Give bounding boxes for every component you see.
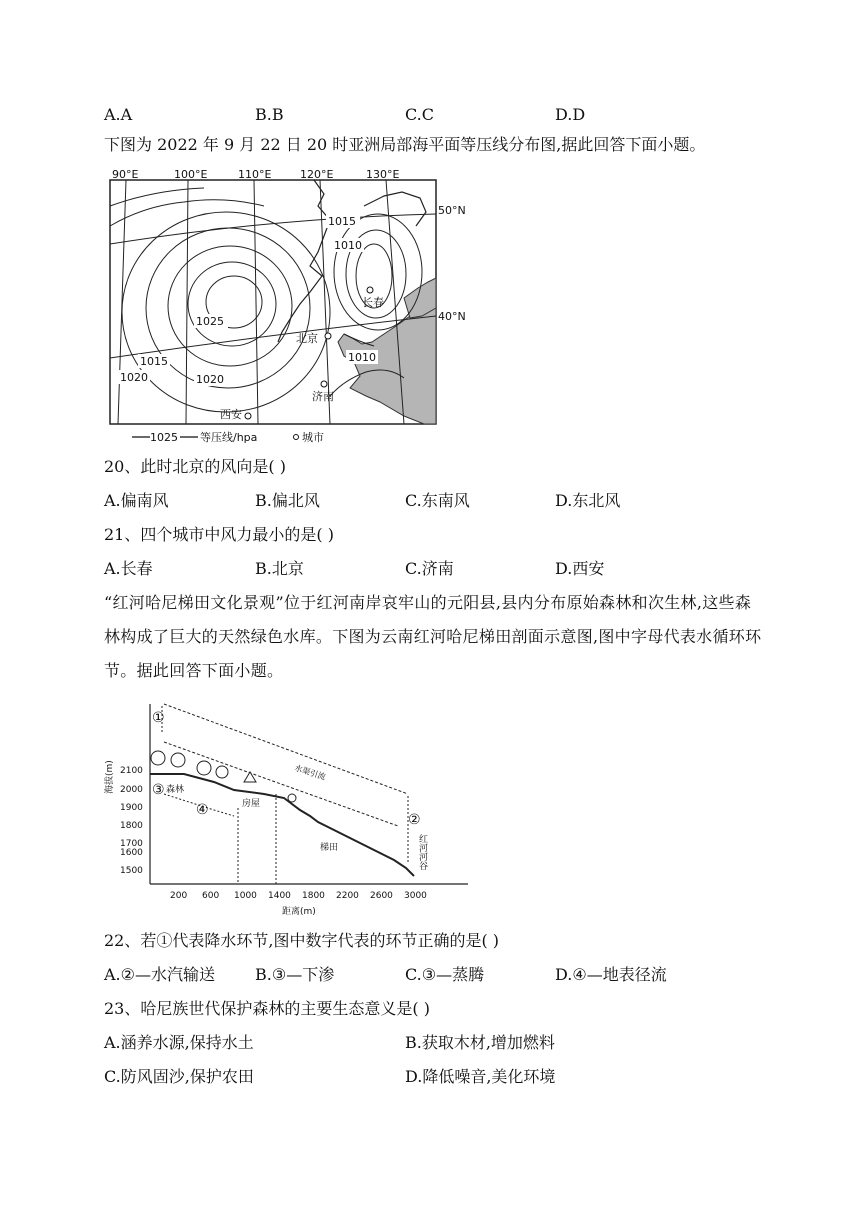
city-label-jinan: 济南 — [312, 390, 334, 403]
option-b: B.B — [255, 105, 284, 124]
lat-label-50: 50°N — [438, 204, 466, 217]
x-tick: 1000 — [234, 891, 257, 901]
x-tick: 200 — [170, 891, 188, 901]
isobar-label: 1025 — [196, 315, 224, 328]
q23-option-b: B.获取木材,增加燃料 — [405, 1033, 555, 1052]
city-label-changchun: 长春 — [362, 296, 384, 309]
lat-label-40: 40°N — [438, 310, 466, 323]
isobar-map — [104, 166, 476, 448]
legend-city-text: 城市 — [302, 431, 324, 444]
option-a: A.A — [104, 105, 133, 124]
q20-option-b: B.偏北风 — [255, 491, 320, 510]
q21-option-c: C.济南 — [405, 559, 454, 578]
city-marker-beijing — [325, 333, 331, 339]
label-terrace: 梯田 — [320, 843, 339, 853]
intro-terrace-section: “红河哈尼梯田文化景观”位于红河南岸哀牢山的元阳县,县内分布原始森林和次生林,这些森林构成了巨大的天然绿色水库。下图为云南红河哈尼梯田剖面示意图,图中字母代表水循环环节。据此回答下面小题。 — [104, 593, 762, 680]
q21-option-b: B.北京 — [255, 559, 304, 578]
isobar-label: 1015 — [140, 355, 168, 368]
y-tick: 1900 — [120, 803, 143, 813]
question-21: 21、四个城市中风力最小的是( ) — [104, 525, 334, 544]
isobar-label: 1020 — [120, 371, 148, 384]
legend-city-marker — [294, 435, 299, 440]
city-label-beijing: 北京 — [296, 332, 318, 345]
label-2: ② — [408, 812, 421, 828]
city-marker-jinan — [321, 381, 327, 387]
city-marker-xian — [245, 413, 251, 419]
q20-option-d: D.东北风 — [555, 491, 621, 510]
label-valley: 红河河谷 — [417, 834, 427, 870]
q20-option-c: C.东南风 — [405, 491, 470, 510]
label-3: ③ — [152, 782, 165, 798]
q23-option-d: D.降低噪音,美化环境 — [405, 1067, 556, 1086]
x-tick: 2200 — [336, 891, 359, 901]
x-tick: 1800 — [302, 891, 325, 901]
label-house: 房屋 — [242, 799, 261, 809]
x-tick: 1400 — [268, 891, 291, 901]
city-label-xian: 西安 — [220, 408, 242, 421]
option-c: C.C — [405, 105, 434, 124]
isobar-label: 1010 — [348, 351, 376, 364]
q22-option-d: D.④—地表径流 — [555, 965, 667, 984]
x-tick: 3000 — [404, 891, 427, 901]
q21-option-a: A.长春 — [104, 559, 153, 578]
y-tick: 2100 — [120, 766, 143, 776]
isobar-label: 1015 — [328, 215, 356, 228]
question-22: 22、若①代表降水环节,图中数字代表的环节正确的是( ) — [104, 931, 500, 950]
isobar-label: 1020 — [196, 373, 224, 386]
label-canal: 水渠引流 — [293, 763, 327, 782]
legend-isobar-value: 1025 — [150, 431, 178, 444]
lon-label-90: 90°E — [112, 168, 139, 181]
terrace-profile — [104, 698, 474, 920]
lon-label-100: 100°E — [174, 168, 208, 181]
q20-option-a: A.偏南风 — [104, 491, 169, 510]
q23-option-a: A.涵养水源,保持水土 — [104, 1033, 254, 1052]
lon-label-120: 120°E — [300, 168, 334, 181]
x-tick: 2600 — [370, 891, 393, 901]
label-4: ④ — [196, 802, 209, 818]
y-tick: 1600 — [120, 848, 143, 858]
y-tick: 1500 — [120, 866, 143, 876]
terrace-profile-figure — [104, 698, 474, 920]
label-1-precipitation: ① — [152, 710, 165, 726]
lon-label-130: 130°E — [366, 168, 400, 181]
y-tick: 1800 — [120, 821, 143, 831]
label-forest: 森林 — [166, 785, 185, 795]
q23-option-c: C.防风固沙,保护农田 — [104, 1067, 254, 1086]
x-axis-label: 距离(m) — [282, 907, 316, 917]
question-20: 20、此时北京的风向是( ) — [104, 457, 286, 476]
q22-option-a: A.②—水汽输送 — [104, 965, 215, 984]
question-23: 23、哈尼族世代保护森林的主要生态意义是( ) — [104, 999, 430, 1018]
x-tick: 600 — [202, 891, 220, 901]
isobar-map-figure — [104, 166, 476, 448]
option-d: D.D — [555, 105, 586, 124]
intro-isobar-map: 下图为 2022 年 9 月 22 日 20 时亚洲局部海平面等压线分布图,据此回答下面小题。 — [104, 135, 706, 154]
legend-isobar-text: 等压线/hpa — [200, 431, 258, 444]
y-axis-label: 海拔(m) — [105, 760, 115, 794]
city-marker-changchun — [367, 287, 373, 293]
q22-option-b: B.③—下渗 — [255, 965, 335, 984]
isobar-label: 1010 — [334, 239, 362, 252]
y-tick: 1700 — [120, 839, 143, 849]
lon-label-110: 110°E — [238, 168, 272, 181]
q22-option-c: C.③—蒸腾 — [405, 965, 485, 984]
y-tick: 2000 — [120, 785, 143, 795]
q21-option-d: D.西安 — [555, 559, 605, 578]
